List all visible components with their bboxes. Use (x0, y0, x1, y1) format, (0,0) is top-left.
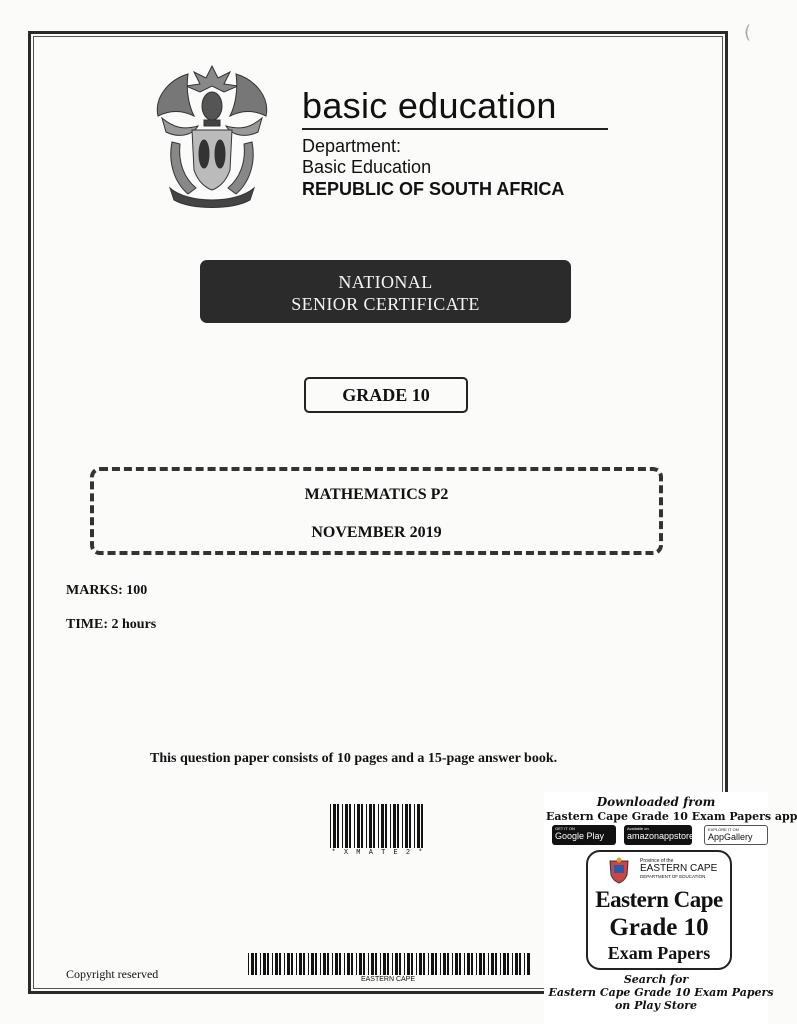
barcode-bar (491, 953, 494, 975)
barcode-bar (361, 804, 363, 848)
barcode-bar (524, 953, 525, 975)
barcode-bar (455, 953, 458, 975)
barcode-bar (459, 953, 461, 975)
barcode-bar (373, 804, 375, 848)
barcode-bar (330, 804, 331, 848)
card-line2: Grade 10 (609, 914, 709, 941)
barcode-bar (351, 953, 353, 975)
promo-overlay (544, 792, 797, 1024)
barcode-bar (375, 953, 377, 975)
barcode-bar (417, 804, 420, 848)
barcode-bar (452, 953, 453, 975)
barcode-bar (311, 953, 314, 975)
time-label: TIME: 2 hours (66, 617, 157, 632)
appgallery-label: AppGallery (708, 832, 753, 842)
barcode-bar (296, 953, 297, 975)
barcode-bottom (248, 953, 528, 975)
grade-box: GRADE 10 (304, 377, 468, 413)
barcode-bar (279, 953, 281, 975)
barcode-bar (428, 953, 429, 975)
barcode-bar (354, 804, 355, 848)
barcode-bar (476, 953, 477, 975)
eastern-cape-crest-logo (606, 857, 632, 885)
barcode-bar (507, 953, 509, 975)
barcode-bar (323, 953, 326, 975)
barcode-bar (357, 804, 360, 848)
barcode-bar (272, 953, 273, 975)
barcode-bar (363, 953, 365, 975)
barcode-bar (405, 804, 408, 848)
barcode-bar (275, 953, 278, 975)
certificate-banner (200, 260, 571, 323)
google-play-small: GET IT ON (555, 826, 575, 831)
barcode-bar (416, 953, 417, 975)
pages-note: This question paper consists of 10 pages and a 15-page answer book. (150, 751, 558, 766)
barcode-bar (342, 804, 343, 848)
barcode-bar (333, 804, 336, 848)
barcode-bar (495, 953, 497, 975)
barcode-bar (385, 804, 387, 848)
marks-label: MARKS: 100 (66, 583, 148, 598)
barcode-bar (397, 804, 399, 848)
barcode-bar (255, 953, 257, 975)
country-name: REPUBLIC OF SOUTH AFRICA (302, 179, 565, 199)
barcode-bar (443, 953, 446, 975)
barcode-bar (488, 953, 489, 975)
barcode-bar (320, 953, 321, 975)
appgallery-small: EXPLORE IT ON (708, 827, 739, 832)
barcode-bar (287, 953, 290, 975)
certificate-line2: SENIOR CERTIFICATE (291, 294, 480, 314)
department-header (302, 84, 608, 201)
barcode-bar (447, 953, 449, 975)
barcode (330, 804, 426, 848)
barcode-bar (411, 953, 413, 975)
barcode-bar (409, 804, 411, 848)
amazon-appstore-badge[interactable] (624, 825, 695, 845)
barcode-bar (423, 953, 425, 975)
barcode-bar (366, 804, 367, 848)
barcode-bar (308, 953, 309, 975)
barcode-bar (404, 953, 405, 975)
province-dept: DEPARTMENT OF EDUCATION (640, 874, 706, 879)
barcode-bar (337, 804, 339, 848)
barcode-bar (291, 953, 293, 975)
brand-title: basic education (302, 85, 557, 126)
barcode-bar (369, 804, 372, 848)
barcode-bar (527, 953, 530, 975)
barcode-bar (380, 953, 381, 975)
google-play-label: Google Play (555, 831, 605, 841)
promo-search-term: Eastern Cape Grade 10 Exam Papers (548, 986, 774, 999)
department-name: Basic Education (302, 157, 432, 177)
eastern-cape-card[interactable] (586, 850, 732, 970)
province-name: EASTERN CAPE (640, 863, 718, 874)
barcode-bar (251, 953, 254, 975)
promo-app-name: Eastern Cape Grade 10 Exam Papers app (546, 810, 797, 823)
barcode-bar (315, 953, 317, 975)
barcode-bar (267, 953, 269, 975)
province-small: Province of the (640, 858, 674, 864)
barcode-bar (402, 804, 403, 848)
barcode-bar (260, 953, 261, 975)
barcode-bar (381, 804, 384, 848)
barcode-bar (435, 953, 437, 975)
barcode-bar (359, 953, 362, 975)
promo-on-store: on Play Store (614, 999, 698, 1012)
subject-title: MATHEMATICS P2 (304, 486, 449, 503)
barcode-bar (347, 953, 350, 975)
barcode-bar (392, 953, 393, 975)
barcode-bar (431, 953, 434, 975)
barcode-bar (284, 953, 285, 975)
copyright-notice: Copyright reserved (66, 967, 159, 981)
barcode-bar (383, 953, 386, 975)
coat-of-arms-logo (148, 58, 276, 210)
barcode-bar (345, 804, 348, 848)
barcode-bar (332, 953, 333, 975)
barcode-bar (464, 953, 465, 975)
promo-downloaded-from: Downloaded from (596, 795, 716, 809)
certificate-line1: NATIONAL (338, 272, 433, 292)
barcode-bar (515, 953, 518, 975)
barcode-bar (500, 953, 501, 975)
barcode-bar (519, 953, 521, 975)
barcode-bar (395, 953, 398, 975)
barcode-bar (393, 804, 396, 848)
barcode-bottom-label: EASTERN CAPE (360, 976, 416, 983)
barcode-bar (335, 953, 338, 975)
barcode-bar (263, 953, 266, 975)
brand-underline (302, 128, 608, 130)
barcode-bar (399, 953, 401, 975)
barcode-bar (440, 953, 441, 975)
exam-date: NOVEMBER 2019 (311, 524, 442, 541)
barcode-bar (339, 953, 341, 975)
card-line3: Exam Papers (607, 943, 711, 963)
barcode-bar (344, 953, 345, 975)
barcode-bar (371, 953, 374, 975)
barcode-bar (248, 953, 249, 975)
barcode-bar (390, 804, 391, 848)
barcode-bar (483, 953, 485, 975)
barcode-bar (471, 953, 473, 975)
barcode-label: * X M A T E 2 * (331, 849, 425, 857)
barcode-bar (368, 953, 369, 975)
barcode-bar (356, 953, 357, 975)
barcode-bar (414, 804, 415, 848)
card-line1: Eastern Cape (595, 887, 723, 912)
barcode-bar (479, 953, 482, 975)
barcode-bar (407, 953, 410, 975)
barcode-bar (303, 953, 305, 975)
department-label: Department: (302, 136, 402, 156)
barcode-bar (349, 804, 351, 848)
barcode-bar (387, 953, 389, 975)
province-text (640, 858, 717, 880)
barcode-bar (327, 953, 329, 975)
subject-box (90, 467, 663, 555)
barcode-bar (512, 953, 513, 975)
promo-search-for: Search for (623, 973, 689, 986)
google-play-badge[interactable] (552, 825, 616, 845)
appgallery-badge[interactable] (704, 825, 768, 845)
barcode-bar (419, 953, 422, 975)
amazon-label: amazonappstore (627, 831, 695, 841)
barcode-bar (299, 953, 302, 975)
page-corner-mark: ( (744, 22, 752, 43)
amazon-small: Available on (627, 826, 649, 831)
barcode-bar (421, 804, 423, 848)
barcode-bar (503, 953, 506, 975)
barcode-bar (467, 953, 470, 975)
barcode-bar (378, 804, 379, 848)
